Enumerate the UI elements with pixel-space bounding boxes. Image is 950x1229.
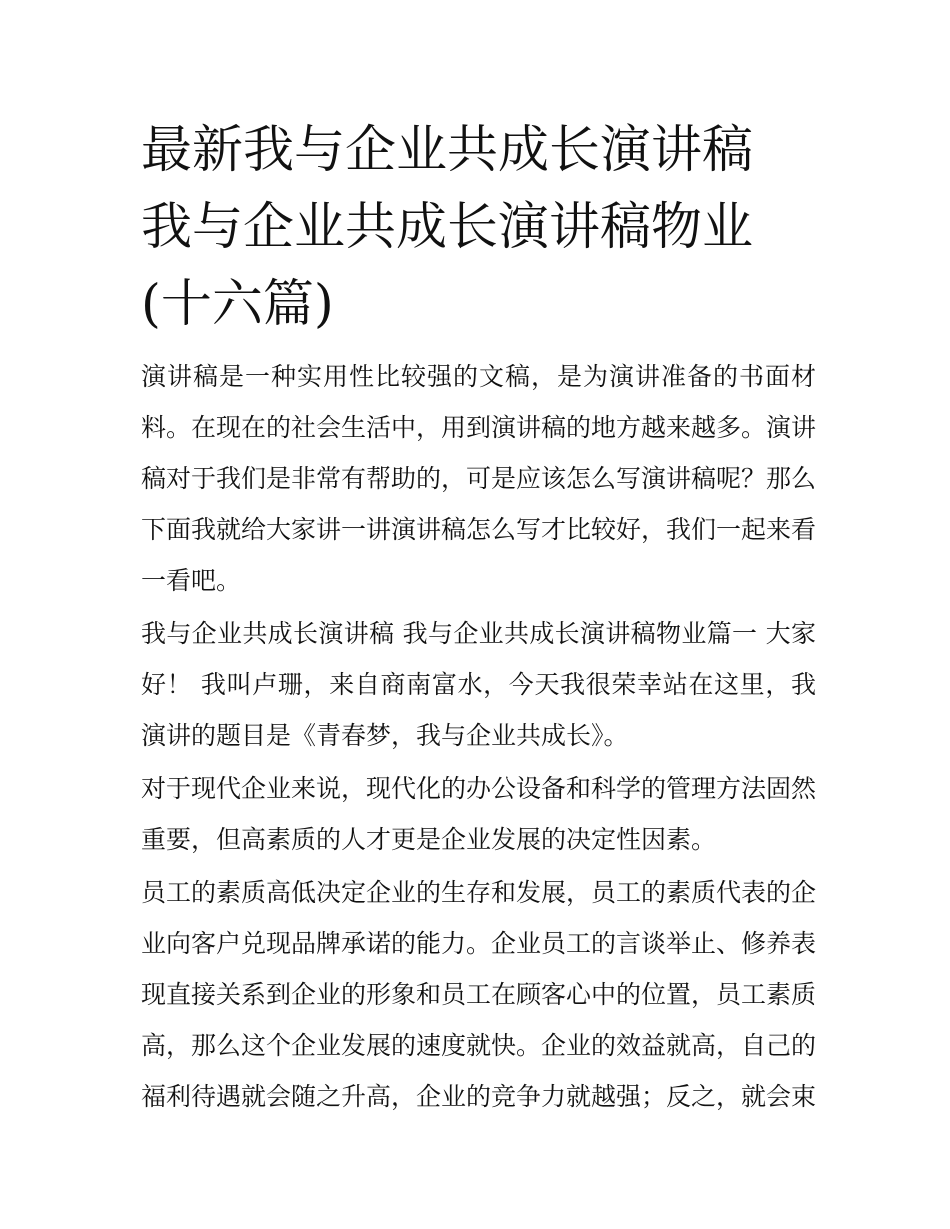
paragraph-opening: 我与企业共成长演讲稿 我与企业共成长演讲稿物业篇一 大家好！ 我叫卢珊，来自商南富水，今天我很荣幸站在这里，我演讲的题目是《青春梦，我与企业共成长》。	[141, 619, 816, 750]
document-title: 最新我与企业共成长演讲稿 我与企业共成长演讲稿物业(十六篇)	[141, 121, 754, 334]
paragraph-employee-quality: 员工的素质高低决定企业的生存和发展，员工的素质代表的企业向客户兑现品牌承诺的能力。企业员工的言谈举止、修养表现直接关系到企业的形象和员工在顾客心中的位置，员工素质高，那么这个企业发展的速度就快。企业的效益就高，自己的福利待遇就会随之升高，企业的竞争力就越强；反之，就会束	[141, 878, 817, 1111]
paragraph-modern-enterprise: 对于现代企业来说，现代化的办公设备和科学的管理方法固然重要，但高素质的人才更是企业发展的决定性因素。	[141, 774, 817, 854]
paragraph-intro: 演讲稿是一种实用性比较强的文稿，是为演讲准备的书面材料。在现在的社会生活中，用到演讲稿的地方越来越多。演讲稿对于我们是非常有帮助的，可是应该怎么写演讲稿呢？那么下面我就给大家讲一讲演讲稿怎么写才比较好，我们一起来看一看吧。	[141, 362, 817, 595]
document-page	[141, 112, 816, 1124]
